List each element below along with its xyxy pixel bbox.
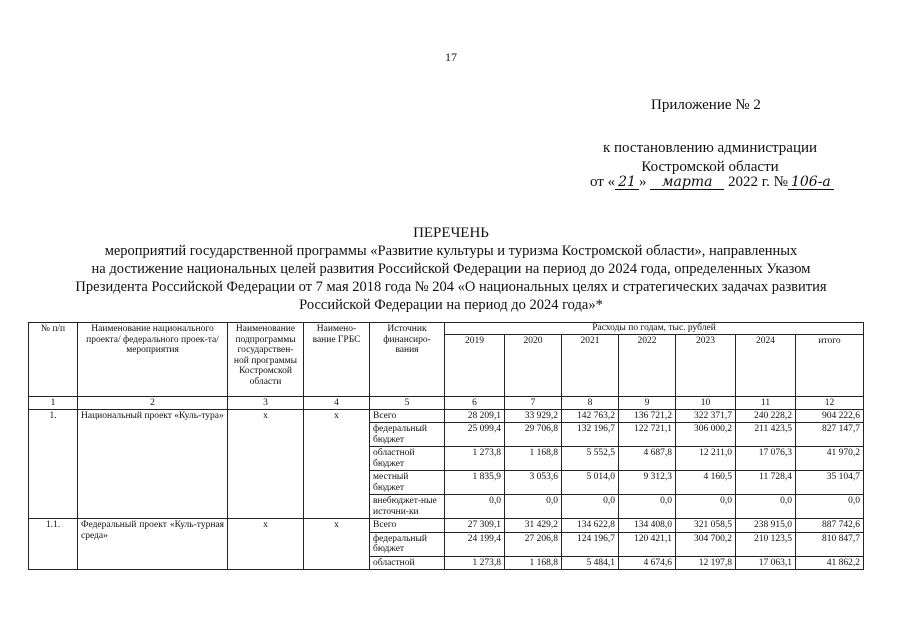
header-year: 2020 bbox=[505, 334, 562, 396]
year-value: 17 063,1 bbox=[736, 556, 796, 570]
header-source: Источник финансиро-вания bbox=[370, 323, 445, 397]
year-value: 0,0 bbox=[505, 495, 562, 519]
year-value: 122 721,1 bbox=[619, 423, 676, 447]
header-year: 2022 bbox=[619, 334, 676, 396]
total-value: 41 862,2 bbox=[796, 556, 864, 570]
year-value: 238 915,0 bbox=[736, 519, 796, 533]
total-value: 41 970,2 bbox=[796, 447, 864, 471]
grbs-cell: х bbox=[304, 409, 370, 519]
year-value: 134 622,8 bbox=[562, 519, 619, 533]
grbs-cell: х bbox=[304, 519, 370, 570]
column-number: 8 bbox=[562, 396, 619, 409]
subtitle-line-2: на достижение национальных целей развития Российской Федерации на период до 2024 года, определенных Указом bbox=[91, 261, 811, 277]
year-value: 304 700,2 bbox=[676, 532, 736, 556]
decree-number-handwritten: 106-а bbox=[788, 175, 834, 190]
project-name: Федеральный проект «Куль-турная среда» bbox=[78, 519, 228, 570]
year-value: 4 160,5 bbox=[676, 471, 736, 495]
year-value: 211 423,5 bbox=[736, 423, 796, 447]
subtitle-line-1: мероприятий государственной программы «Развитие культуры и туризма Костромской области», направленных bbox=[104, 243, 798, 259]
year-value: 1 273,8 bbox=[445, 556, 505, 570]
year-value: 0,0 bbox=[676, 495, 736, 519]
column-number: 11 bbox=[736, 396, 796, 409]
subtitle-line-4: Российской Федерации на период до 2024 года»* bbox=[299, 297, 603, 313]
year-value: 24 199,4 bbox=[445, 532, 505, 556]
year-value: 1 168,8 bbox=[505, 447, 562, 471]
year-value: 142 763,2 bbox=[562, 409, 619, 423]
year-value: 0,0 bbox=[445, 495, 505, 519]
year-value: 3 053,6 bbox=[505, 471, 562, 495]
table-row bbox=[29, 409, 864, 423]
year-value: 4 687,8 bbox=[619, 447, 676, 471]
year-value: 306 000,2 bbox=[676, 423, 736, 447]
header-year: 2024 bbox=[736, 334, 796, 396]
year-value: 5 552,5 bbox=[562, 447, 619, 471]
year-value: 12 211,0 bbox=[676, 447, 736, 471]
header-name: Наименование национального проекта/ федерального проек-та/ мероприятия bbox=[78, 323, 228, 397]
year-value: 0,0 bbox=[562, 495, 619, 519]
measures-table bbox=[28, 322, 864, 570]
column-number: 6 bbox=[445, 396, 505, 409]
column-number: 10 bbox=[676, 396, 736, 409]
year-value: 31 429,2 bbox=[505, 519, 562, 533]
year-value: 27 309,1 bbox=[445, 519, 505, 533]
header-year: 2021 bbox=[562, 334, 619, 396]
year-value: 27 206,8 bbox=[505, 532, 562, 556]
year-value: 5 014,0 bbox=[562, 471, 619, 495]
year-value: 28 209,1 bbox=[445, 409, 505, 423]
total-value: 887 742,6 bbox=[796, 519, 864, 533]
year-value: 1 168,8 bbox=[505, 556, 562, 570]
funding-source: федеральный бюджет bbox=[370, 532, 445, 556]
document-title: ПЕРЕЧЕНЬ bbox=[413, 225, 489, 241]
funding-source: местный бюджет bbox=[370, 471, 445, 495]
column-numbers-row bbox=[29, 396, 864, 409]
year-value: 29 706,8 bbox=[505, 423, 562, 447]
row-number: 1.1. bbox=[29, 519, 78, 570]
column-number: 3 bbox=[228, 396, 304, 409]
column-number: 1 bbox=[29, 396, 78, 409]
table-row bbox=[29, 519, 864, 533]
decree-reference bbox=[560, 139, 860, 177]
subtitle-line-3: Президента Российской Федерации от 7 мая 2018 года № 204 «О национальных целях и стратегических задачах развития bbox=[75, 279, 827, 295]
header-year: 2019 bbox=[445, 334, 505, 396]
year-value: 17 076,3 bbox=[736, 447, 796, 471]
table-header-row bbox=[29, 323, 864, 335]
year-value: 4 674,6 bbox=[619, 556, 676, 570]
funding-source: Всего bbox=[370, 519, 445, 533]
year-value: 0,0 bbox=[736, 495, 796, 519]
funding-source: внебюджет-ные источни-ки bbox=[370, 495, 445, 519]
year-value: 5 484,1 bbox=[562, 556, 619, 570]
year-value: 321 058,5 bbox=[676, 519, 736, 533]
decree-date-mid: » bbox=[638, 174, 647, 190]
column-number: 2 bbox=[78, 396, 228, 409]
year-value: 25 099,4 bbox=[445, 423, 505, 447]
decree-line-2: Костромской области bbox=[641, 159, 779, 175]
year-value: 120 421,1 bbox=[619, 532, 676, 556]
year-value: 9 312,3 bbox=[619, 471, 676, 495]
funding-source: Всего bbox=[370, 409, 445, 423]
year-value: 1 835,9 bbox=[445, 471, 505, 495]
year-value: 134 408,0 bbox=[619, 519, 676, 533]
year-value: 11 728,4 bbox=[736, 471, 796, 495]
funding-source: федеральный бюджет bbox=[370, 423, 445, 447]
total-value: 810 847,7 bbox=[796, 532, 864, 556]
document-subtitle bbox=[40, 242, 862, 314]
year-value: 322 371,7 bbox=[676, 409, 736, 423]
header-num: № п/п bbox=[29, 323, 78, 397]
header-year: 2023 bbox=[676, 334, 736, 396]
total-value: 904 222,6 bbox=[796, 409, 864, 423]
appendix-label: Приложение № 2 bbox=[651, 97, 761, 113]
total-value: 0,0 bbox=[796, 495, 864, 519]
year-value: 124 196,7 bbox=[562, 532, 619, 556]
header-subprogram: Наименование подпрограммы государствен-ной программы Костромской области bbox=[228, 323, 304, 397]
header-expenses: Расходы по годам, тыс. рублей bbox=[445, 323, 864, 335]
decree-month-handwritten: марта bbox=[650, 175, 724, 190]
column-number: 5 bbox=[370, 396, 445, 409]
header-grbs: Наимено-вание ГРБС bbox=[304, 323, 370, 397]
funding-source: областной bbox=[370, 556, 445, 570]
row-number: 1. bbox=[29, 409, 78, 519]
funding-source: областной бюджет bbox=[370, 447, 445, 471]
subprogram-cell: х bbox=[228, 409, 304, 519]
year-value: 210 123,5 bbox=[736, 532, 796, 556]
year-value: 0,0 bbox=[619, 495, 676, 519]
decree-day-handwritten: 21 bbox=[615, 175, 639, 190]
column-number: 4 bbox=[304, 396, 370, 409]
year-value: 12 197,8 bbox=[676, 556, 736, 570]
column-number: 12 bbox=[796, 396, 864, 409]
decree-line-1: к постановлению администрации bbox=[602, 140, 818, 156]
decree-year: 2022 г. № bbox=[727, 174, 788, 190]
total-value: 827 147,7 bbox=[796, 423, 864, 447]
subprogram-cell: х bbox=[228, 519, 304, 570]
header-total: итого bbox=[796, 334, 864, 396]
year-value: 132 196,7 bbox=[562, 423, 619, 447]
year-value: 136 721,2 bbox=[619, 409, 676, 423]
decree-date-line bbox=[590, 174, 834, 191]
project-name: Национальный проект «Куль-тура» bbox=[78, 409, 228, 519]
column-number: 9 bbox=[619, 396, 676, 409]
page-number: 17 bbox=[445, 50, 457, 64]
total-value: 35 104,7 bbox=[796, 471, 864, 495]
year-value: 240 228,2 bbox=[736, 409, 796, 423]
year-value: 33 929,2 bbox=[505, 409, 562, 423]
column-number: 7 bbox=[505, 396, 562, 409]
decree-date-prefix: от « bbox=[590, 174, 616, 190]
year-value: 1 273,8 bbox=[445, 447, 505, 471]
